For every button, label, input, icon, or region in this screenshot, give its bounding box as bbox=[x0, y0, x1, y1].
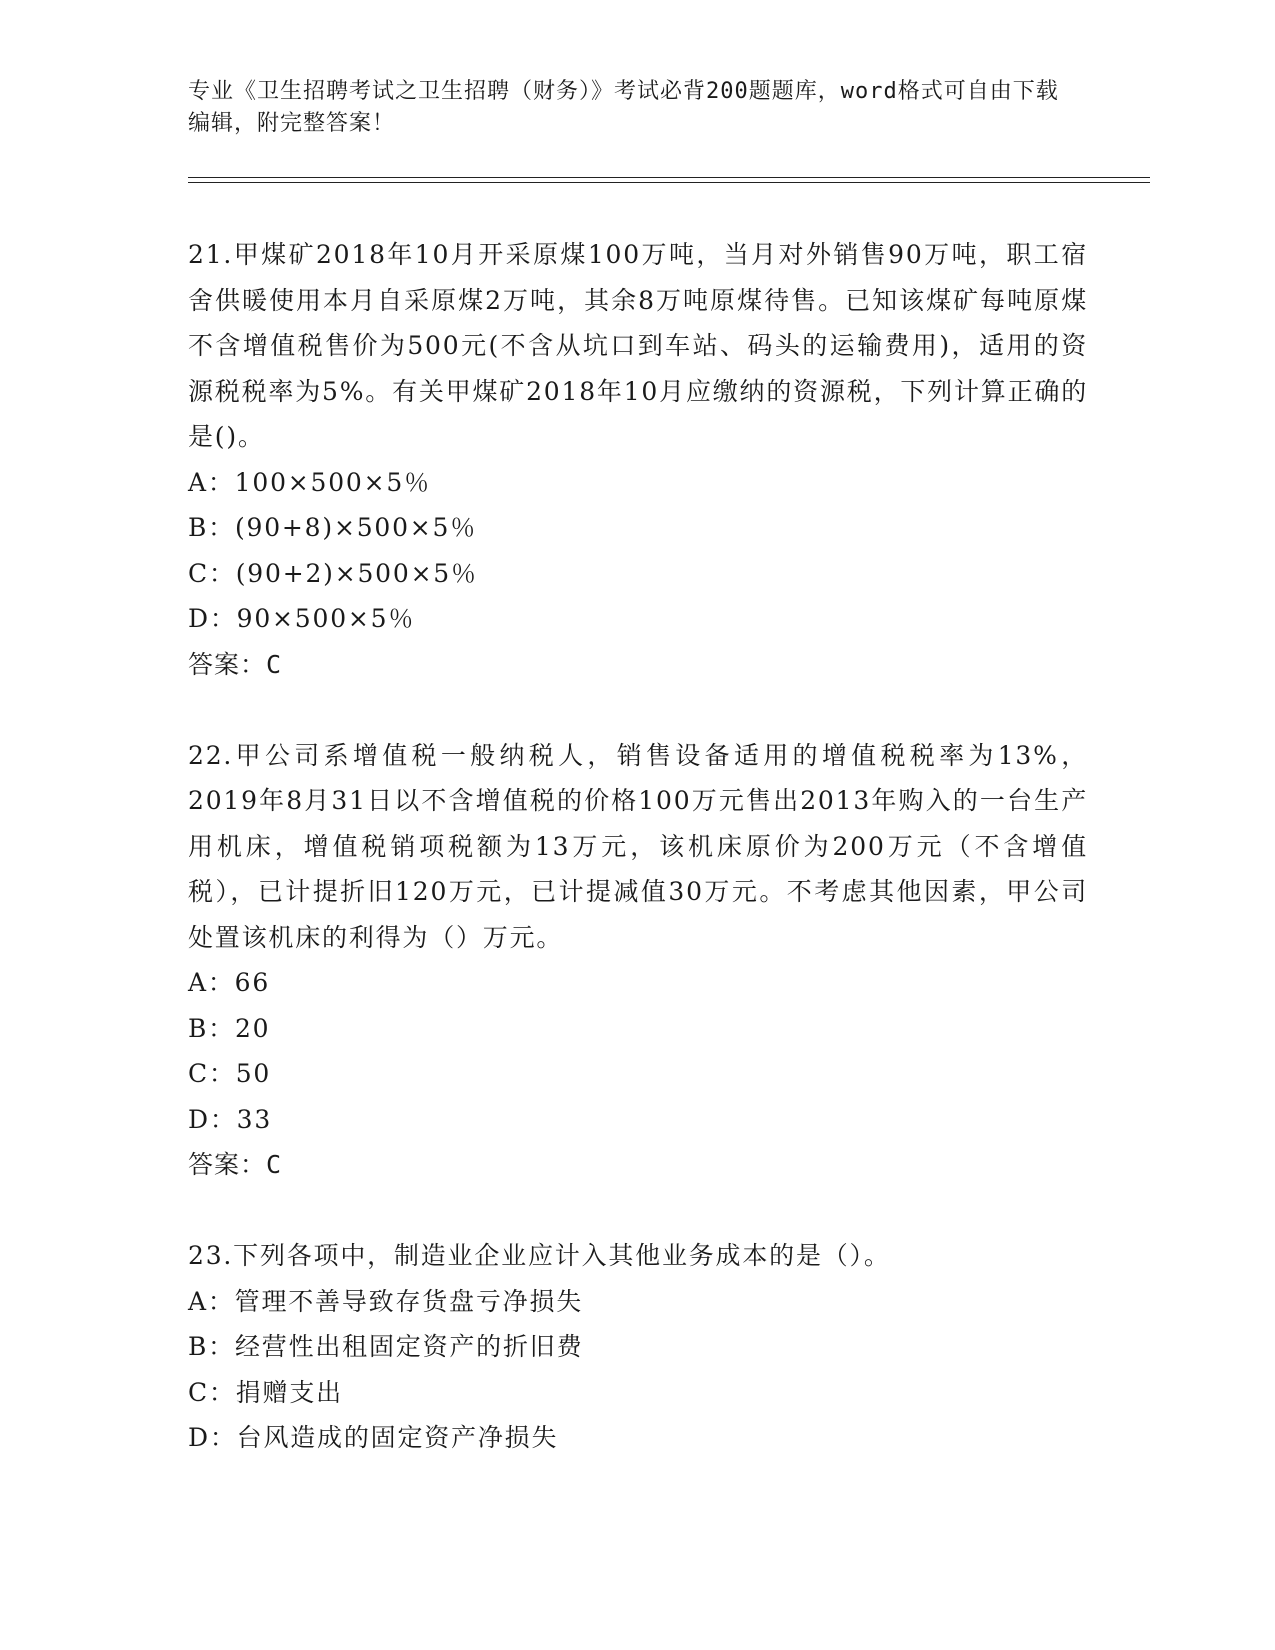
option-a: A：100×500×5％ bbox=[188, 467, 431, 497]
document-header: 专业《卫生招聘考试之卫生招聘（财务）》考试必背200题题库，word格式可自由下载编辑，附完整答案！ bbox=[188, 79, 1059, 136]
option-c: C：捐赠支出 bbox=[188, 1377, 343, 1407]
question-23 bbox=[188, 1233, 1088, 1461]
question-stem: 23.下列各项中，制造业企业应计入其他业务成本的是（）。 bbox=[188, 1241, 891, 1270]
option-a: A：66 bbox=[188, 968, 271, 997]
option-b: B：经营性出租固定资产的折旧费 bbox=[188, 1332, 584, 1361]
option-a: A：管理不善导致存货盘亏净损失 bbox=[188, 1286, 584, 1316]
option-b: B：20 bbox=[188, 1013, 271, 1043]
option-c: C：50 bbox=[188, 1059, 272, 1088]
option-d: D：90×500×5％ bbox=[188, 604, 416, 633]
option-d: D：33 bbox=[188, 1104, 273, 1134]
question-21 bbox=[188, 232, 1088, 687]
header-divider-top bbox=[188, 177, 1150, 178]
answer-label: 答案：C bbox=[188, 649, 283, 679]
header-divider-bottom bbox=[188, 182, 1150, 183]
option-b: B：(90+8)×500×5％ bbox=[188, 513, 478, 542]
option-d: D：台风造成的固定资产净损失 bbox=[188, 1423, 559, 1452]
question-22 bbox=[188, 733, 1088, 1188]
question-list bbox=[188, 232, 1088, 1506]
option-c: C：(90+2)×500×5％ bbox=[188, 558, 478, 588]
answer-label: 答案：C bbox=[188, 1150, 283, 1179]
question-stem: 22.甲公司系增值税一般纳税人，销售设备适用的增值税税率为13%，2019年8月31日以不含增值税的价格100万元售出2013年购入的一台生产用机床，增值税销项税额为13万元，该机床原价为200万元（不含增值税），已计提折旧120万元，已计提减值30万元。不考虑其他因素，甲公司处置该机床的利得为（）万元。 bbox=[188, 740, 1088, 952]
question-stem: 21.甲煤矿2018年10月开采原煤100万吨，当月对外销售90万吨，职工宿舍供暖使用本月自采原煤2万吨，其余8万吨原煤待售。已知该煤矿每吨原煤不含增值税售价为500元(不含从坑口到车站、码头的运输费用)，适用的资源税税率为5%。有关甲煤矿2018年10月应缴纳的资源税，下列计算正确的是()。 bbox=[188, 240, 1088, 451]
